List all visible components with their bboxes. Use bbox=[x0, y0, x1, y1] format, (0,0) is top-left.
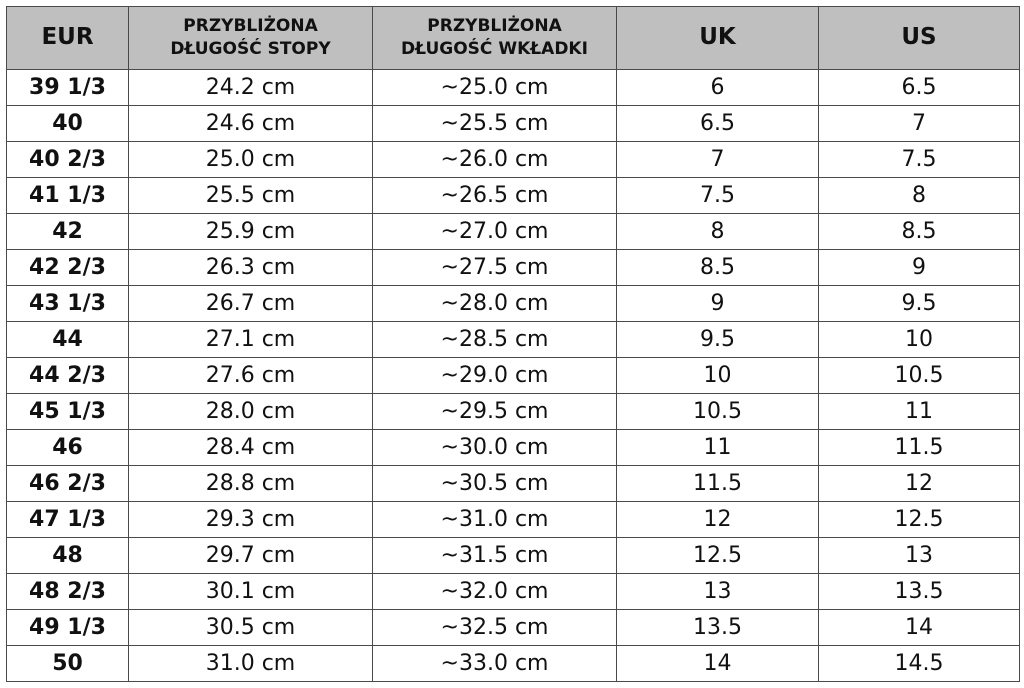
cell-us: 13.5 bbox=[819, 574, 1020, 610]
cell-insole-length: ~28.0 cm bbox=[373, 286, 617, 322]
table-row bbox=[7, 466, 1020, 502]
table-row bbox=[7, 502, 1020, 538]
cell-eur: 44 bbox=[7, 322, 129, 358]
cell-eur: 39 1/3 bbox=[7, 70, 129, 106]
cell-uk: 6 bbox=[617, 70, 819, 106]
size-chart-table bbox=[6, 6, 1020, 682]
cell-eur: 48 2/3 bbox=[7, 574, 129, 610]
cell-eur: 42 2/3 bbox=[7, 250, 129, 286]
cell-uk: 12 bbox=[617, 502, 819, 538]
cell-us: 9 bbox=[819, 250, 1020, 286]
table-row bbox=[7, 358, 1020, 394]
cell-uk: 11 bbox=[617, 430, 819, 466]
cell-us: 11.5 bbox=[819, 430, 1020, 466]
cell-foot-length: 27.1 cm bbox=[129, 322, 373, 358]
cell-us: 11 bbox=[819, 394, 1020, 430]
cell-eur: 40 bbox=[7, 106, 129, 142]
cell-eur: 44 2/3 bbox=[7, 358, 129, 394]
header-insole-length bbox=[373, 7, 617, 70]
table-row bbox=[7, 646, 1020, 682]
table-row bbox=[7, 430, 1020, 466]
cell-foot-length: 25.5 cm bbox=[129, 178, 373, 214]
cell-foot-length: 29.3 cm bbox=[129, 502, 373, 538]
cell-uk: 13.5 bbox=[617, 610, 819, 646]
cell-eur: 41 1/3 bbox=[7, 178, 129, 214]
cell-us: 8.5 bbox=[819, 214, 1020, 250]
cell-us: 7 bbox=[819, 106, 1020, 142]
cell-uk: 11.5 bbox=[617, 466, 819, 502]
header-eur: EUR bbox=[7, 7, 129, 70]
cell-us: 9.5 bbox=[819, 286, 1020, 322]
table-header bbox=[7, 7, 1020, 70]
cell-insole-length: ~26.0 cm bbox=[373, 142, 617, 178]
cell-insole-length: ~31.0 cm bbox=[373, 502, 617, 538]
cell-insole-length: ~26.5 cm bbox=[373, 178, 617, 214]
cell-insole-length: ~31.5 cm bbox=[373, 538, 617, 574]
table-row bbox=[7, 214, 1020, 250]
cell-us: 10.5 bbox=[819, 358, 1020, 394]
cell-us: 13 bbox=[819, 538, 1020, 574]
cell-insole-length: ~25.5 cm bbox=[373, 106, 617, 142]
header-insole-length-line-2: DŁUGOŚĆ WKŁADKI bbox=[401, 39, 588, 59]
cell-foot-length: 30.5 cm bbox=[129, 610, 373, 646]
cell-insole-length: ~29.5 cm bbox=[373, 394, 617, 430]
header-foot-length-line-2: DŁUGOŚĆ STOPY bbox=[170, 39, 331, 59]
cell-us: 14.5 bbox=[819, 646, 1020, 682]
cell-insole-length: ~32.5 cm bbox=[373, 610, 617, 646]
cell-uk: 13 bbox=[617, 574, 819, 610]
cell-uk: 8.5 bbox=[617, 250, 819, 286]
cell-uk: 7.5 bbox=[617, 178, 819, 214]
cell-uk: 6.5 bbox=[617, 106, 819, 142]
table-body bbox=[7, 70, 1020, 682]
cell-uk: 9 bbox=[617, 286, 819, 322]
table-row bbox=[7, 574, 1020, 610]
cell-uk: 12.5 bbox=[617, 538, 819, 574]
cell-us: 12 bbox=[819, 466, 1020, 502]
cell-foot-length: 27.6 cm bbox=[129, 358, 373, 394]
cell-eur: 49 1/3 bbox=[7, 610, 129, 646]
table-row bbox=[7, 106, 1020, 142]
cell-uk: 8 bbox=[617, 214, 819, 250]
cell-foot-length: 28.8 cm bbox=[129, 466, 373, 502]
cell-uk: 10.5 bbox=[617, 394, 819, 430]
table-row bbox=[7, 394, 1020, 430]
cell-uk: 14 bbox=[617, 646, 819, 682]
cell-foot-length: 29.7 cm bbox=[129, 538, 373, 574]
cell-uk: 10 bbox=[617, 358, 819, 394]
cell-eur: 45 1/3 bbox=[7, 394, 129, 430]
cell-insole-length: ~27.0 cm bbox=[373, 214, 617, 250]
cell-foot-length: 25.9 cm bbox=[129, 214, 373, 250]
cell-eur: 46 2/3 bbox=[7, 466, 129, 502]
cell-insole-length: ~30.5 cm bbox=[373, 466, 617, 502]
table-row bbox=[7, 142, 1020, 178]
table-row bbox=[7, 538, 1020, 574]
table-row bbox=[7, 178, 1020, 214]
header-uk: UK bbox=[617, 7, 819, 70]
header-row bbox=[7, 7, 1020, 70]
cell-foot-length: 24.6 cm bbox=[129, 106, 373, 142]
table-row bbox=[7, 610, 1020, 646]
table-row bbox=[7, 322, 1020, 358]
cell-eur: 48 bbox=[7, 538, 129, 574]
cell-eur: 46 bbox=[7, 430, 129, 466]
cell-us: 6.5 bbox=[819, 70, 1020, 106]
cell-us: 8 bbox=[819, 178, 1020, 214]
cell-insole-length: ~27.5 cm bbox=[373, 250, 617, 286]
cell-uk: 7 bbox=[617, 142, 819, 178]
cell-insole-length: ~32.0 cm bbox=[373, 574, 617, 610]
cell-us: 10 bbox=[819, 322, 1020, 358]
cell-us: 14 bbox=[819, 610, 1020, 646]
cell-insole-length: ~29.0 cm bbox=[373, 358, 617, 394]
cell-foot-length: 28.0 cm bbox=[129, 394, 373, 430]
cell-eur: 43 1/3 bbox=[7, 286, 129, 322]
cell-foot-length: 24.2 cm bbox=[129, 70, 373, 106]
cell-uk: 9.5 bbox=[617, 322, 819, 358]
cell-foot-length: 26.3 cm bbox=[129, 250, 373, 286]
cell-eur: 42 bbox=[7, 214, 129, 250]
cell-foot-length: 31.0 cm bbox=[129, 646, 373, 682]
cell-foot-length: 25.0 cm bbox=[129, 142, 373, 178]
cell-insole-length: ~28.5 cm bbox=[373, 322, 617, 358]
table-row bbox=[7, 286, 1020, 322]
table-row bbox=[7, 70, 1020, 106]
cell-insole-length: ~25.0 cm bbox=[373, 70, 617, 106]
table-row bbox=[7, 250, 1020, 286]
cell-foot-length: 26.7 cm bbox=[129, 286, 373, 322]
cell-foot-length: 28.4 cm bbox=[129, 430, 373, 466]
header-insole-length-line-1: PRZYBLIŻONA bbox=[427, 16, 562, 37]
cell-eur: 47 1/3 bbox=[7, 502, 129, 538]
header-foot-length-line-1: PRZYBLIŻONA bbox=[183, 16, 318, 37]
cell-us: 7.5 bbox=[819, 142, 1020, 178]
cell-us: 12.5 bbox=[819, 502, 1020, 538]
cell-eur: 50 bbox=[7, 646, 129, 682]
cell-insole-length: ~33.0 cm bbox=[373, 646, 617, 682]
cell-eur: 40 2/3 bbox=[7, 142, 129, 178]
header-us: US bbox=[819, 7, 1020, 70]
cell-foot-length: 30.1 cm bbox=[129, 574, 373, 610]
cell-insole-length: ~30.0 cm bbox=[373, 430, 617, 466]
header-foot-length bbox=[129, 7, 373, 70]
